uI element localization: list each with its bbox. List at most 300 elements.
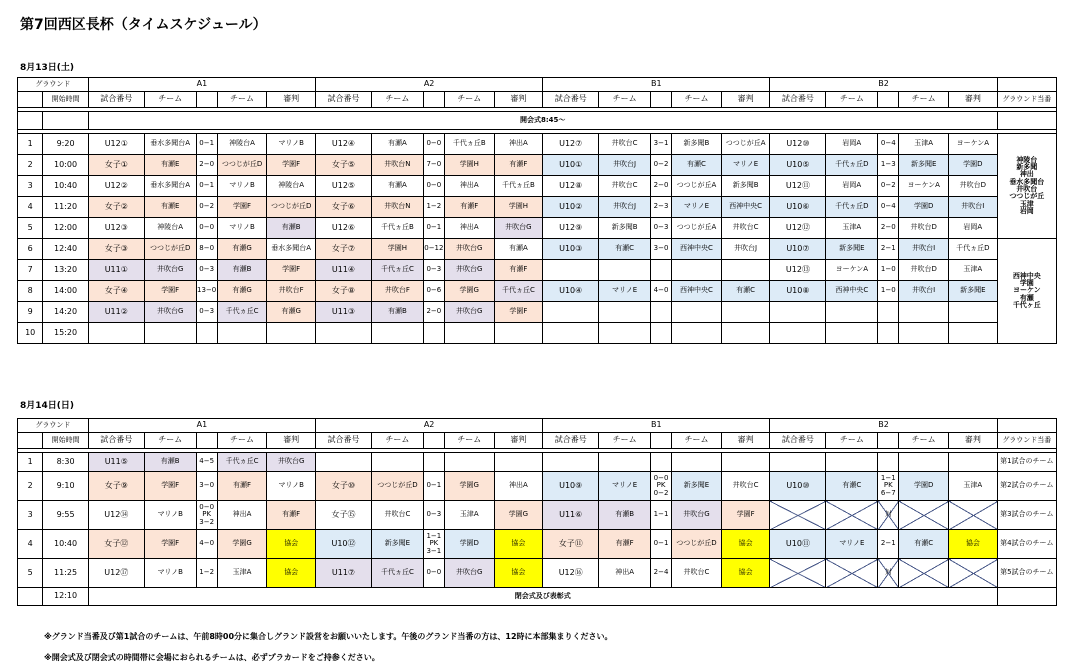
score (878, 302, 899, 323)
row-no: 5 (18, 218, 43, 239)
score: 0−0 (423, 176, 444, 197)
match-id: 女子④ (88, 281, 144, 302)
team-2: 井吹台D (899, 218, 949, 239)
ground-duty-team: 第4試合のチーム (997, 530, 1056, 559)
score-header (423, 92, 444, 108)
match-id: U12⑩ (770, 134, 826, 155)
score: 0−0 PK 3−2 (196, 501, 217, 530)
score (878, 453, 899, 472)
team-2: 学園D (899, 472, 949, 501)
match-no-header: 試合番号 (88, 433, 144, 449)
schedule-row (18, 134, 1057, 155)
team-1: 垂水多聞台A (144, 134, 196, 155)
match-id: U12④ (316, 134, 372, 155)
score-header (878, 433, 899, 449)
score: 0−0 (423, 134, 444, 155)
ground-label: グラウンド (18, 78, 89, 92)
row-no: 1 (18, 453, 43, 472)
opening-ceremony: 開会式8:45～ (88, 112, 997, 130)
team-2: マリノB (217, 218, 267, 239)
team-1 (826, 453, 878, 472)
referee: 垂水多聞台A (267, 239, 316, 260)
row-no: 10 (18, 323, 43, 344)
team-1 (599, 260, 651, 281)
team-1: 井吹台N (372, 155, 424, 176)
team-2 (899, 453, 949, 472)
team-1: 井吹台N (372, 197, 424, 218)
match-id: 女子① (88, 155, 144, 176)
team-1: 千代ヵ丘C (372, 260, 424, 281)
referee (721, 453, 770, 472)
team-1: 井吹台J (599, 155, 651, 176)
team-2: 学園D (444, 530, 494, 559)
match-id: U12⑫ (770, 218, 826, 239)
ground-duty-team: 第5試合のチーム (997, 559, 1056, 588)
referee: 千代ヵ丘D (949, 239, 998, 260)
schedule-row (18, 155, 1057, 176)
schedule-row (18, 559, 1057, 588)
start-time: 11:20 (43, 197, 88, 218)
match-id: U11④ (316, 260, 372, 281)
referee (494, 453, 543, 472)
row-no: 7 (18, 260, 43, 281)
score: 1−0 (878, 260, 899, 281)
team-1: 学園H (372, 239, 424, 260)
score: 2−0 (196, 155, 217, 176)
schedule-row (18, 197, 1057, 218)
referee: 神出A (494, 472, 543, 501)
match-id: U12⑧ (543, 176, 599, 197)
start-time-header: 開始時間 (43, 92, 88, 108)
match-id (316, 453, 372, 472)
team-header: チーム (899, 92, 949, 108)
team-1 (826, 559, 878, 588)
score: 1−3 (878, 155, 899, 176)
referee: マリノE (721, 155, 770, 176)
referee: 協会 (494, 559, 543, 588)
team-2: 有瀬G (217, 239, 267, 260)
score: 1−1 PK 6−7 (878, 472, 899, 501)
score (878, 323, 899, 344)
referee: 井吹台C (721, 218, 770, 239)
opening-blank (43, 112, 88, 130)
team-1 (144, 323, 196, 344)
footnote-1: ※グランド当番及び第1試合のチームは、午前8時00分に集合しグランド設営をお願いいたします。午後のグランド当番の方は、12時に本部集まりください。 (44, 632, 613, 641)
referee (267, 323, 316, 344)
team-2: 千代ヵ丘C (217, 453, 267, 472)
referee (949, 501, 998, 530)
team-1: 学園F (144, 472, 196, 501)
score: 0−3 (196, 302, 217, 323)
match-no-header: 試合番号 (543, 92, 599, 108)
score: 1−2 (196, 559, 217, 588)
match-id: U10① (543, 155, 599, 176)
closing-ceremony: 閉会式及び表彰式 (88, 588, 997, 606)
team-2: 学園H (444, 155, 494, 176)
page-title: 第7回西区長杯（タイムスケジュール） (20, 17, 267, 33)
start-time: 14:00 (43, 281, 88, 302)
referee (721, 323, 770, 344)
team-header: チーム (826, 433, 878, 449)
referee: 千代ヵ丘C (494, 281, 543, 302)
team-header: チーム (217, 433, 267, 449)
team-header: チーム (599, 433, 651, 449)
team-2: つつじが丘A (672, 176, 722, 197)
team-2: 有瀬F (444, 197, 494, 218)
score (651, 302, 672, 323)
referee: マリノB (267, 472, 316, 501)
team-2: マリノB (217, 176, 267, 197)
team-1: 新多聞E (826, 239, 878, 260)
start-time: 9:55 (43, 501, 88, 530)
referee: 学園F (267, 155, 316, 176)
match-id: 女子⑪ (543, 530, 599, 559)
team-1 (826, 323, 878, 344)
team-1: ヨーケンA (826, 260, 878, 281)
team-2: 西神中央C (672, 239, 722, 260)
row-no: 2 (18, 155, 43, 176)
row-no: 1 (18, 134, 43, 155)
referee: 有瀬C (721, 281, 770, 302)
team-header: チーム (372, 433, 424, 449)
score (423, 323, 444, 344)
row-no-header (18, 92, 43, 108)
opening-duty-blank (997, 112, 1056, 130)
score: 0−1 (423, 218, 444, 239)
footnote-2: ※開会式及び閉会式の時間帯に会場におられるチームは、必ずプラカードをご持参ください。 (44, 653, 380, 662)
score: 1−2 (423, 197, 444, 218)
team-2 (899, 501, 949, 530)
match-id: U11⑦ (316, 559, 372, 588)
team-1 (599, 302, 651, 323)
team-2: 有瀬B (217, 260, 267, 281)
match-id: U10⑥ (770, 197, 826, 218)
score: 0−3 (423, 501, 444, 530)
schedule-row (18, 260, 1057, 281)
schedule-row (18, 281, 1057, 302)
start-time: 10:00 (43, 155, 88, 176)
score-header (651, 433, 672, 449)
match-id: U11⑥ (543, 501, 599, 530)
score: 8−0 (196, 239, 217, 260)
team-2: 有瀬F (217, 472, 267, 501)
schedule-row (18, 176, 1057, 197)
team-1: 神陵台A (144, 218, 196, 239)
ground-duty-team: 第2試合のチーム (997, 472, 1056, 501)
match-id (543, 453, 599, 472)
referee: 学園H (494, 197, 543, 218)
match-id: U11② (88, 302, 144, 323)
team-2: 千代ヵ丘C (217, 302, 267, 323)
team-2: 神出A (444, 176, 494, 197)
ground-a1-header: A1 (88, 78, 315, 92)
match-id: 女子⑤ (316, 155, 372, 176)
referee: 千代ヵ丘B (494, 176, 543, 197)
team-1: つつじが丘D (372, 472, 424, 501)
team-1: 玉津A (826, 218, 878, 239)
team-1 (826, 501, 878, 530)
team-2: 学園G (217, 530, 267, 559)
start-time: 11:25 (43, 559, 88, 588)
match-id: U11⑤ (88, 453, 144, 472)
referee-header: 審判 (494, 433, 543, 449)
referee: 井吹台J (721, 239, 770, 260)
score: 0−4 (878, 197, 899, 218)
match-id: U10⑪ (770, 530, 826, 559)
score: 0−1 (196, 176, 217, 197)
schedule-row (18, 453, 1057, 472)
score: 0−2 (878, 176, 899, 197)
score: 0−0 (423, 559, 444, 588)
score (423, 453, 444, 472)
match-id: U11① (88, 260, 144, 281)
ground-duty-afternoon: 西神中央 学園 ヨーケン 有瀬 千代ヶ丘 (997, 239, 1056, 344)
team-2: つつじが丘A (672, 218, 722, 239)
score: 7−0 (423, 155, 444, 176)
row-no: 9 (18, 302, 43, 323)
score: 0−1 (196, 134, 217, 155)
ground-label: グラウンド (18, 419, 89, 433)
closing-blank (18, 588, 43, 606)
team-1: マリノE (826, 530, 878, 559)
team-header: チーム (899, 433, 949, 449)
team-2: 神出A (444, 218, 494, 239)
score: 4−0 (651, 281, 672, 302)
team-1: 有瀬F (599, 530, 651, 559)
team-1: 学園F (144, 281, 196, 302)
referee: 井吹台F (267, 281, 316, 302)
score-header (196, 92, 217, 108)
team-2 (672, 260, 722, 281)
team-2: 有瀬C (899, 530, 949, 559)
match-id: 女子③ (88, 239, 144, 260)
team-2: 井吹台G (672, 501, 722, 530)
referee: ヨーケンA (949, 134, 998, 155)
score: 1−1 PK 3−1 (423, 530, 444, 559)
team-1: 井吹台F (372, 281, 424, 302)
team-1: つつじが丘D (144, 239, 196, 260)
referee: 井吹台G (267, 453, 316, 472)
ground-duty-morning: 神陵台 新多聞 神出 垂水多聞台 井吹台 つつじが丘 玉津 岩岡 (997, 134, 1056, 239)
team-header: チーム (217, 92, 267, 108)
row-no: 3 (18, 501, 43, 530)
score: 2−1 (878, 239, 899, 260)
match-id: U10④ (543, 281, 599, 302)
match-no-header: 試合番号 (543, 433, 599, 449)
start-time-header: 開始時間 (43, 433, 88, 449)
row-no: 6 (18, 239, 43, 260)
start-time: 14:20 (43, 302, 88, 323)
ground-duty-team: 第1試合のチーム (997, 453, 1056, 472)
team-2: 新多聞B (672, 134, 722, 155)
team-1: 有瀬C (826, 472, 878, 501)
referee: 有瀬A (494, 239, 543, 260)
team-2: 井吹台G (444, 302, 494, 323)
score: 0−3 (196, 260, 217, 281)
team-1 (599, 323, 651, 344)
referee: 有瀬F (494, 260, 543, 281)
referee: 有瀬F (494, 155, 543, 176)
score: 2−4 (651, 559, 672, 588)
team-2: 井吹台I (899, 239, 949, 260)
score-header (878, 92, 899, 108)
team-1: 千代ヵ丘C (372, 559, 424, 588)
referee: 学園D (949, 155, 998, 176)
team-2: 学園G (444, 281, 494, 302)
team-1: 有瀬A (372, 176, 424, 197)
match-id: U10③ (543, 239, 599, 260)
start-time: 13:20 (43, 260, 88, 281)
score: 4−0 (196, 530, 217, 559)
team-2: 玉津A (899, 134, 949, 155)
ground-duty-team: 第3試合のチーム (997, 501, 1056, 530)
team-2: 学園D (899, 197, 949, 218)
ground-b2-header: B2 (770, 419, 997, 433)
referee: つつじが丘A (721, 134, 770, 155)
match-id: U12⑦ (543, 134, 599, 155)
match-id: U12⑬ (770, 260, 826, 281)
referee: マリノB (267, 134, 316, 155)
team-2: 神出A (217, 501, 267, 530)
referee (494, 323, 543, 344)
start-time: 15:20 (43, 323, 88, 344)
start-time: 10:40 (43, 530, 88, 559)
match-id (88, 323, 144, 344)
opening-blank (18, 112, 43, 130)
team-2 (672, 323, 722, 344)
score: 0−6 (423, 281, 444, 302)
team-2: 西神中央C (672, 281, 722, 302)
team-1: マリノE (599, 281, 651, 302)
referee: つつじが丘D (267, 197, 316, 218)
row-no: 5 (18, 559, 43, 588)
schedule-row (18, 302, 1057, 323)
team-1: 有瀬B (144, 453, 196, 472)
match-id: U12⑨ (543, 218, 599, 239)
referee: 学園G (494, 501, 543, 530)
referee (949, 323, 998, 344)
team-2: 井吹台G (444, 260, 494, 281)
match-id: U10⑫ (316, 530, 372, 559)
referee: 西神中央C (721, 197, 770, 218)
match-no-header: 試合番号 (316, 92, 372, 108)
team-2: 井吹台G (444, 559, 494, 588)
referee (949, 559, 998, 588)
team-1: 有瀬C (599, 239, 651, 260)
team-2: つつじが丘D (217, 155, 267, 176)
team-1: 有瀬B (599, 501, 651, 530)
score: 2−0 (651, 176, 672, 197)
score: 0−3 (651, 218, 672, 239)
match-no-header: 試合番号 (88, 92, 144, 108)
row-no: 4 (18, 197, 43, 218)
score: 3−0 (651, 239, 672, 260)
referee: 玉津A (949, 472, 998, 501)
row-no: 8 (18, 281, 43, 302)
match-id: 女子⑮ (316, 501, 372, 530)
team-1: 千代ヵ丘D (826, 197, 878, 218)
team-1: マリノB (144, 559, 196, 588)
ground-duty-header: グラウンド当番 (997, 433, 1056, 449)
match-id: U12⑪ (770, 176, 826, 197)
score: 0−1 (651, 530, 672, 559)
referee (949, 453, 998, 472)
score: 3−0 (196, 472, 217, 501)
ground-a2-header: A2 (316, 419, 543, 433)
team-2 (444, 323, 494, 344)
team-2 (444, 453, 494, 472)
match-id: U12⑰ (88, 559, 144, 588)
team-2: 新多聞E (899, 155, 949, 176)
match-id (770, 323, 826, 344)
referee: 新多聞E (949, 281, 998, 302)
score: 2−1 (878, 530, 899, 559)
referee (721, 260, 770, 281)
team-2: 井吹台I (899, 281, 949, 302)
referee-header: 審判 (721, 92, 770, 108)
referee: 協会 (721, 530, 770, 559)
team-2: 神陵台A (217, 134, 267, 155)
referee: 井吹台G (494, 218, 543, 239)
referee: 協会 (267, 530, 316, 559)
team-2: つつじが丘D (672, 530, 722, 559)
referee (949, 302, 998, 323)
match-id: U12⑯ (543, 559, 599, 588)
match-id (543, 323, 599, 344)
referee-header: 審判 (949, 92, 998, 108)
schedule-row (18, 530, 1057, 559)
match-id: 女子⑥ (316, 197, 372, 218)
team-1 (599, 453, 651, 472)
day1-date: 8月13日(土) (20, 63, 75, 73)
team-1: 新多聞B (599, 218, 651, 239)
match-id: U12③ (88, 218, 144, 239)
score (196, 323, 217, 344)
referee: 井吹台D (949, 176, 998, 197)
match-id: U10⑤ (770, 155, 826, 176)
start-time: 10:40 (43, 176, 88, 197)
match-id: U10⑧ (770, 281, 826, 302)
team-1: 有瀬E (144, 155, 196, 176)
score: 2−3 (651, 197, 672, 218)
start-time: 9:20 (43, 134, 88, 155)
match-no-header: 試合番号 (770, 433, 826, 449)
team-1 (372, 453, 424, 472)
referee: 岩岡A (949, 218, 998, 239)
team-2 (899, 559, 949, 588)
match-id: 女子② (88, 197, 144, 218)
score: 対 (878, 501, 899, 530)
match-no-header: 試合番号 (316, 433, 372, 449)
score: 0−2 (196, 197, 217, 218)
referee-header: 審判 (267, 433, 316, 449)
team-1: 有瀬A (372, 134, 424, 155)
referee: 協会 (267, 559, 316, 588)
score-header (196, 433, 217, 449)
score: 13−0 (196, 281, 217, 302)
team-1: 岩岡A (826, 134, 878, 155)
team-header: チーム (599, 92, 651, 108)
row-no-header (18, 433, 43, 449)
team-2 (217, 323, 267, 344)
team-1: 西神中央C (826, 281, 878, 302)
team-2: マリノE (672, 197, 722, 218)
ground-duty-spacer (997, 419, 1056, 433)
ground-duty-spacer (997, 78, 1056, 92)
referee-header: 審判 (494, 92, 543, 108)
team-header: チーム (144, 433, 196, 449)
team-1: 井吹台G (144, 260, 196, 281)
